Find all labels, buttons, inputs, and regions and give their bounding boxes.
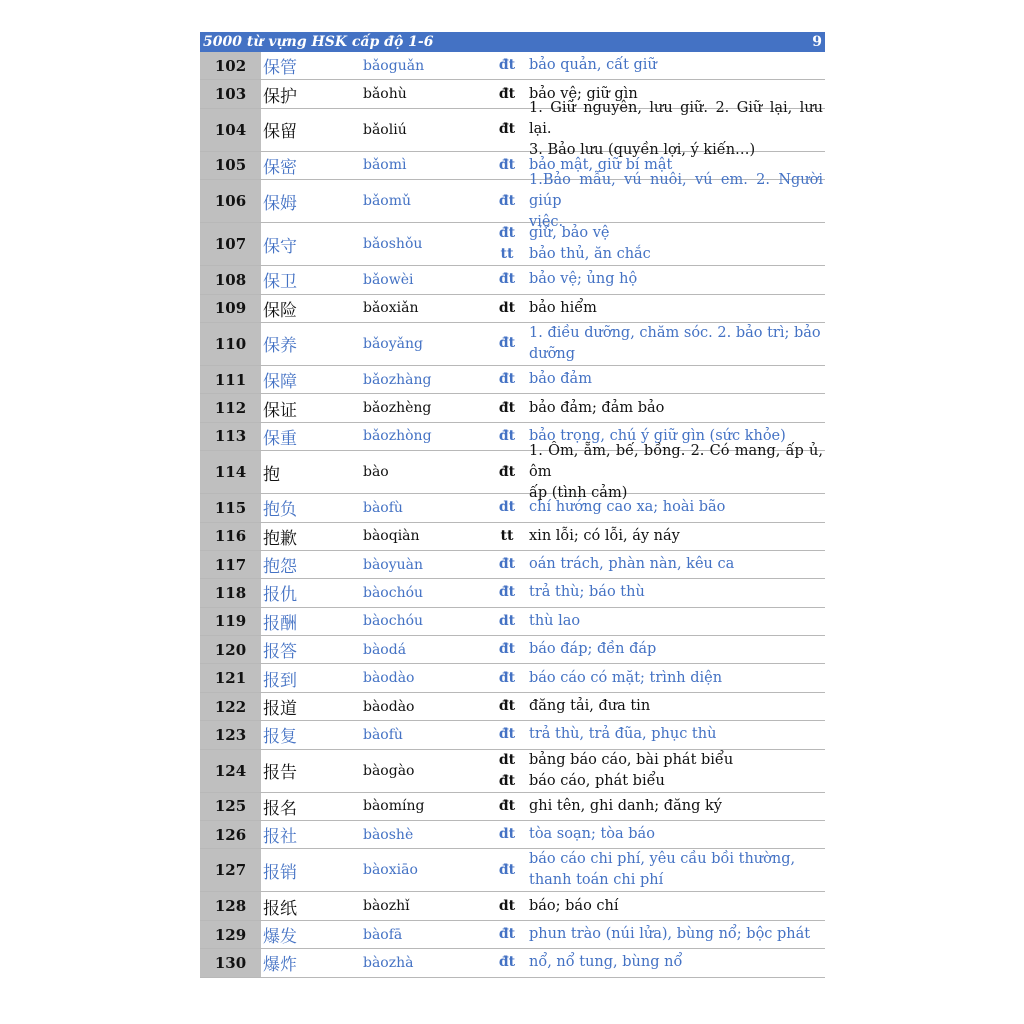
entry-pinyin: bǎozhòng [363,428,432,445]
entry-meaning [529,721,825,748]
entry-hanzi: 保管 [263,58,297,79]
entry-meaning [529,100,825,159]
table-row [200,442,825,501]
entry-hanzi: 爆发 [263,927,297,947]
entry-part-of-speech [485,664,529,691]
entry-hanzi: 报酬 [263,613,297,634]
entry-pinyin: bàozhǐ [363,898,410,915]
entry-number: 115 [200,494,261,521]
pos-label: tt [500,246,514,263]
entry-pinyin: bàoxiāo [363,862,418,879]
entry-number: 102 [200,52,261,79]
pos-label: đt [498,121,516,138]
pos-label: đt [498,371,516,388]
table-row [200,821,825,849]
pos-label: đt [498,861,516,878]
entry-hanzi: 报仇 [263,585,297,606]
table-row [200,921,825,949]
table-row [200,949,825,977]
entry-meaning [529,892,825,919]
pos-label: đt [498,57,516,74]
entry-hanzi: 保姆 [263,193,297,214]
meaning-line: báo; báo chí [529,897,619,914]
entry-number: 113 [200,423,261,450]
entry-number: 126 [200,821,261,848]
pos-label: đt [498,427,516,444]
entry-hanzi: 抱 [263,464,280,485]
table-row [200,494,825,522]
entry-part-of-speech [485,394,529,421]
table-row [200,52,825,80]
pos-label: đt [498,156,516,173]
table-row [200,750,825,793]
entry-hanzi: 报答 [263,642,297,663]
entry-hanzi: 报到 [263,670,297,691]
meaning-line: tòa soạn; tòa báo [529,826,655,843]
meaning-line: việc. [529,213,564,230]
entry-pinyin: bǎozhèng [363,400,432,417]
entry-number: 130 [200,949,261,976]
entry-pinyin: bàoqiàn [363,528,420,545]
entry-hanzi: 报名 [263,798,297,819]
meaning-line: bảo mật, giữ bí mật [529,156,673,173]
entry-number: 111 [200,366,261,393]
meaning-line: báo cáo chi phí, yêu cầu bồi thường, [529,851,796,868]
pos-label: dt [498,897,516,914]
entry-number: 106 [200,180,261,222]
entry-part-of-speech [485,266,529,293]
vocabulary-table [200,52,825,978]
meaning-line: bảo thủ, ăn chắc [529,246,651,263]
entry-hanzi: 报告 [263,763,297,784]
table-row [200,394,825,422]
table-row [200,551,825,579]
entry-pinyin: bǎohù [363,86,407,103]
meaning-line: bảng báo cáo, bài phát biểu [529,751,734,768]
meaning-line: báo cáo, phát biểu [529,772,665,789]
entry-meaning [529,366,825,393]
entry-pinyin: bàochóu [363,584,424,601]
table-row [200,523,825,551]
entry-part-of-speech [485,109,529,151]
entry-hanzi: 抱负 [263,500,297,521]
meaning-line: thù lao [529,612,581,629]
meaning-line: 1.Bảo mẫu, vú nuôi, vú em. 2. Người giúp [529,171,823,209]
entry-number: 108 [200,266,261,293]
entry-meaning [529,494,825,521]
entry-number: 122 [200,693,261,720]
entry-pinyin: bào [363,464,389,481]
pos-label: đt [498,463,516,480]
meaning-line: nổ, nổ tung, bùng nổ [529,954,683,971]
page-number: 9 [812,34,822,50]
entry-meaning [529,323,825,365]
entry-pinyin: bàodào [363,698,415,715]
entry-hanzi: 报道 [263,699,297,720]
meaning-line: bảo hiểm [529,299,597,316]
pos-label: đt [498,192,516,209]
entry-part-of-speech [485,793,529,820]
entry-meaning [529,750,825,792]
meaning-line: phun trào (núi lửa), bùng nổ; bộc phát [529,926,811,942]
table-row [200,266,825,294]
entry-number: 121 [200,664,261,691]
table-row [200,664,825,692]
entry-number: 117 [200,551,261,578]
meaning-line: 3. Bảo lưu (quyền lợi, ý kiến…) [529,142,756,159]
entry-number: 105 [200,152,261,179]
entry-number: 127 [200,849,261,891]
entry-number: 107 [200,223,261,265]
meaning-line: 1. Giữ nguyên, lưu giữ. 2. Giữ lại, lưu lại. [529,100,823,138]
entry-pinyin: bàomíng [363,798,425,815]
table-row [200,295,825,323]
pos-label: đt [498,271,516,288]
pos-label: dt [498,299,516,316]
entry-pinyin: bàofù [363,499,403,516]
entry-meaning [529,295,825,322]
entry-hanzi: 保卫 [263,272,297,293]
entry-part-of-speech [485,295,529,322]
entry-pinyin: bǎoshǒu [363,236,423,253]
entry-number: 104 [200,109,261,151]
table-row [200,579,825,607]
entry-hanzi: 保密 [263,157,297,178]
entry-part-of-speech [485,721,529,748]
entry-number: 120 [200,636,261,663]
pos-label: đt [498,85,516,102]
entry-pinyin: bàogào [363,762,415,779]
entry-meaning [529,266,825,293]
table-row [200,849,825,892]
meaning-line: bảo vệ; ủng hộ [529,271,638,288]
meaning-line: trả thù; báo thù [529,584,645,601]
pos-label: dt [498,751,516,768]
entry-pinyin: bǎozhàng [363,371,432,388]
table-row [200,892,825,920]
entry-part-of-speech [485,693,529,720]
meaning-line: bảo vệ; giữ gìn [529,85,638,102]
pos-label: tt [500,527,514,544]
entry-part-of-speech [485,892,529,919]
entry-hanzi: 保养 [263,336,297,357]
entry-meaning [529,579,825,606]
entry-hanzi: 保障 [263,372,297,393]
table-row [200,223,825,266]
entry-part-of-speech [485,180,529,222]
entry-hanzi: 保护 [263,86,297,107]
meaning-line: thanh toán chi phí [529,872,664,889]
entry-number: 114 [200,451,261,493]
entry-part-of-speech [485,152,529,179]
entry-meaning [529,821,825,848]
pos-label: đt [498,584,516,601]
entry-number: 110 [200,323,261,365]
entry-part-of-speech [485,523,529,550]
entry-hanzi: 报纸 [263,898,297,919]
entry-pinyin: bǎowèi [363,271,414,288]
entry-pinyin: bàofù [363,726,403,743]
book-title: 5000 từ vựng HSK cấp độ 1-6 [203,34,434,50]
entry-number: 119 [200,608,261,635]
entry-pinyin: bàodá [363,641,407,658]
meaning-line: báo đáp; đền đáp [529,641,657,658]
table-row [200,100,825,159]
entry-pinyin: bǎomì [363,157,407,174]
table-row [200,721,825,749]
pos-label: đt [498,225,516,242]
entry-pinyin: bǎoxiǎn [363,300,419,317]
entry-pinyin: bǎomǔ [363,193,412,210]
entry-part-of-speech [485,551,529,578]
pos-label: đt [498,335,516,352]
pos-label: đt [498,726,516,743]
table-row [200,323,825,366]
entry-hanzi: 保留 [263,122,297,143]
entry-number: 103 [200,80,261,107]
entry-part-of-speech [485,451,529,493]
table-row [200,793,825,821]
entry-meaning [529,171,825,230]
pos-label: đt [498,556,516,573]
meaning-line: 1. Ôm, ẵm, bế, bồng. 2. Có mang, ấp ủ, ôm [529,442,823,480]
meaning-line: bảo đảm [529,371,592,388]
pos-label: đt [498,399,516,416]
pos-label: dt [498,499,516,516]
pos-label: đt [498,772,516,789]
entry-meaning [529,664,825,691]
pos-label: đt [498,669,516,686]
entry-hanzi: 保险 [263,300,297,321]
pos-label: đt [498,698,516,715]
entry-number: 124 [200,750,261,792]
meaning-line: đăng tải, đưa tin [529,698,651,715]
entry-part-of-speech [485,579,529,606]
entry-part-of-speech [485,323,529,365]
entry-meaning [529,949,825,976]
entry-meaning [529,223,825,265]
pos-label: đt [498,797,516,814]
entry-pinyin: bǎoyǎng [363,335,423,352]
table-row [200,636,825,664]
entry-pinyin: bǎoliú [363,121,407,138]
entry-hanzi: 爆炸 [263,955,297,976]
entry-pinyin: bàozhà [363,954,414,971]
entry-hanzi: 报社 [263,827,297,848]
entry-pinyin: bàofā [363,926,403,943]
entry-part-of-speech [485,80,529,107]
entry-hanzi: 抱歉 [263,528,297,549]
meaning-line: bảo quản, cất giữ [529,57,657,74]
meaning-line: 1. điều dưỡng, chăm sóc. 2. bảo trì; bảo [529,324,821,341]
entry-number: 109 [200,295,261,322]
pos-label: đt [498,926,516,942]
entry-number: 128 [200,892,261,919]
entry-part-of-speech [485,849,529,891]
entry-pinyin: bàoyuàn [363,556,424,573]
pos-label: dt [498,612,516,629]
meaning-line: dưỡng [529,345,575,362]
entry-pinyin: bǎoguǎn [363,57,425,74]
entry-meaning [529,608,825,635]
entry-part-of-speech [485,494,529,521]
meaning-line: trả thù, trả đũa, phục thù [529,726,717,743]
entry-part-of-speech [485,636,529,663]
meaning-line: bảo đảm; đảm bảo [529,399,665,416]
entry-hanzi: 报复 [263,727,297,748]
pos-label: đt [498,954,516,971]
entry-pinyin: bàodào [363,670,415,687]
entry-number: 116 [200,523,261,550]
entry-meaning [529,442,825,501]
meaning-line: ghi tên, ghi danh; đăng ký [529,797,722,814]
entry-part-of-speech [485,821,529,848]
entry-part-of-speech [485,366,529,393]
entry-hanzi: 保守 [263,236,297,257]
entry-number: 112 [200,394,261,421]
entry-part-of-speech [485,921,529,948]
table-row [200,608,825,636]
entry-meaning [529,921,825,948]
entry-number: 125 [200,793,261,820]
entry-part-of-speech [485,423,529,450]
entry-meaning [529,394,825,421]
pos-label: dt [498,826,516,843]
meaning-line: chí hướng cao xa; hoài bão [529,499,726,516]
page-header [200,32,825,52]
meaning-line: giữ, bảo vệ [529,225,610,242]
entry-hanzi: 报销 [263,862,297,883]
entry-part-of-speech [485,223,529,265]
entry-part-of-speech [485,750,529,792]
meaning-line: ấp (tình cảm) [529,484,628,501]
meaning-line: báo cáo có mặt; trình diện [529,669,723,686]
entry-pinyin: bàoshè [363,826,414,843]
vocabulary-page [200,32,825,978]
meaning-line: bảo trọng, chú ý giữ gìn (sức khỏe) [529,427,786,444]
entry-hanzi: 保证 [263,400,297,421]
table-row [200,366,825,394]
entry-part-of-speech [485,949,529,976]
entry-part-of-speech [485,52,529,79]
meaning-line: xin lỗi; có lỗi, áy náy [529,527,680,544]
entry-meaning [529,636,825,663]
table-row [200,171,825,230]
entry-number: 129 [200,921,261,948]
entry-number: 123 [200,721,261,748]
entry-number: 118 [200,579,261,606]
entry-meaning [529,693,825,720]
entry-meaning [529,523,825,550]
entry-meaning [529,52,825,79]
meaning-line: oán trách, phàn nàn, kêu ca [529,556,735,573]
table-row [200,693,825,721]
pos-label: đt [498,641,516,658]
entry-meaning [529,551,825,578]
entry-part-of-speech [485,608,529,635]
entry-hanzi: 保重 [263,428,297,449]
entry-meaning [529,793,825,820]
entry-meaning [529,849,825,891]
entry-hanzi: 抱怨 [263,557,297,578]
entry-pinyin: bàochóu [363,613,424,630]
